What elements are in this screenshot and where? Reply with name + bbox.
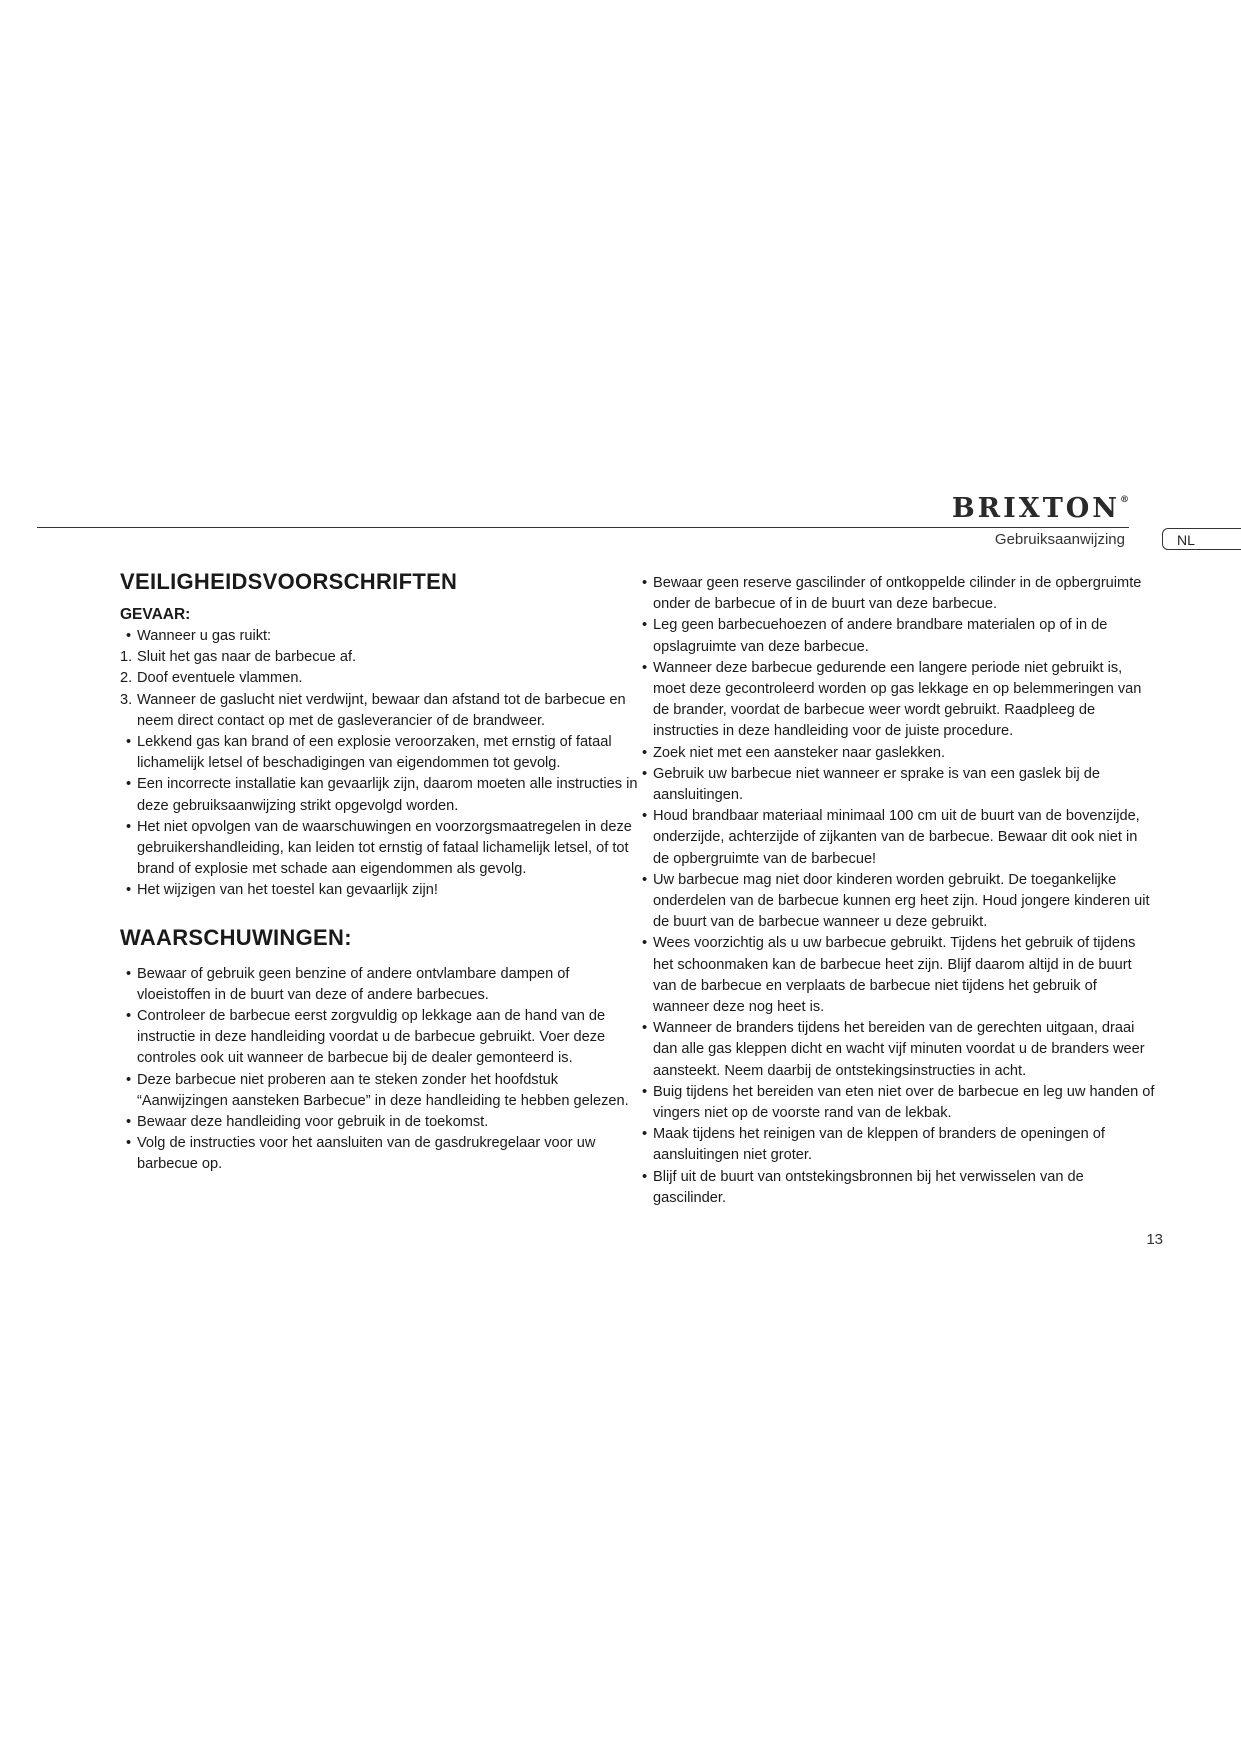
list-item: • Volg de instructies voor het aansluiten van de gasdrukregelaar voor uw barbecue op.	[120, 1133, 640, 1175]
list-item: • Het niet opvolgen van de waarschuwingen en voorzorgsmaatregelen in deze gebruikershandleiding, kan leiden tot ernstig of fataal lichamelijk letsel, of tot brand of explosie met schade aan eigendommen als gevolg.	[120, 817, 640, 881]
page-number: 13	[1146, 1231, 1163, 1248]
right-column	[636, 573, 1156, 1209]
list-item: • Maak tijdens het reinigen van de kleppen of branders de openingen of aansluitingen niet groter.	[636, 1124, 1156, 1166]
language-tab: NL	[1162, 528, 1241, 550]
left-column	[120, 568, 640, 1176]
list-item: • Wees voorzichtig als u uw barbecue gebruikt. Tijdens het gebruik of tijdens het schoonmaken kan de barbecue heet zijn. Blijf daarom altijd in de buurt van de barbecue en verplaats de barbecue niet tijdens het gebruik of wanneer deze nog heet is.	[636, 933, 1156, 1018]
step-item: 2. Doof eventuele vlammen.	[120, 670, 303, 687]
list-item: • Gebruik uw barbecue niet wanneer er sprake is van een gaslek bij de aansluitingen.	[636, 764, 1156, 806]
list-item: • Wanneer u gas ruikt:	[120, 626, 640, 647]
gas-smell-list	[120, 626, 640, 647]
list-item: • Zoek niet met een aansteker naar gaslekken.	[636, 743, 1156, 764]
list-item: • Buig tijdens het bereiden van eten niet over de barbecue en leg uw handen of vingers niet op de voorste rand van de lekbak.	[636, 1082, 1156, 1124]
gas-steps	[120, 647, 640, 732]
warnings-list-right	[636, 573, 1156, 1209]
manual-title: Gebruiksaanwijzing	[994, 531, 1125, 548]
brand-logo: BRIXTON®	[951, 493, 1129, 524]
step-item: 1. Sluit het gas naar de barbecue af.	[120, 649, 357, 666]
warnings-list-left	[120, 964, 640, 1176]
list-item: • Houd brandbaar materiaal minimaal 100 cm uit de buurt van de bovenzijde, onderzijde, achterzijde of zijkanten van de barbecue. Bewaar dit ook niet in de opbergruimte van de barbecue!	[636, 806, 1156, 870]
list-item: • Deze barbecue niet proberen aan te steken zonder het hoofdstuk “Aanwijzingen aansteken Barbecue” in deze handleiding te hebben gelezen.	[120, 1070, 640, 1112]
list-item: • Lekkend gas kan brand of een explosie veroorzaken, met ernstig of fataal lichamelijk letsel of beschadigingen van eigendommen tot gevolg.	[120, 732, 640, 774]
list-item: • Bewaar geen reserve gascilinder of ontkoppelde cilinder in de opbergruimte onder de barbecue of in de buurt van deze barbecue.	[636, 573, 1156, 615]
list-item: • Wanneer de branders tijdens het bereiden van de gerechten uitgaan, draai dan alle gas kleppen dicht en wacht vijf minuten voordat u de branders weer aansteekt. Neem daarbij de ontstekingsinstructies in acht.	[636, 1018, 1156, 1082]
list-item: • Controleer de barbecue eerst zorgvuldig op lekkage aan de hand van de instructie in deze handleiding voordat u de barbecue gebruikt. Voer deze controles ook uit wanneer de barbecue bij de dealer gemonteerd is.	[120, 1006, 640, 1070]
list-item: • Leg geen barbecuehoezen of andere brandbare materialen op of in de opslagruimte van deze barbecue.	[636, 615, 1156, 657]
list-item: • Bewaar of gebruik geen benzine of andere ontvlambare dampen of vloeistoffen in de buurt van deze of andere barbecues.	[120, 964, 640, 1006]
step-item: 3. Wanneer de gaslucht niet verdwijnt, bewaar dan afstand tot de barbecue en neem direct contact op met de gasleverancier of de brandweer.	[120, 691, 626, 729]
list-item: • Uw barbecue mag niet door kinderen worden gebruikt. De toegankelijke onderdelen van de barbecue kunnen erg heet zijn. Houd jongere kinderen uit de buurt van de barbecue wanneer u deze gebruikt.	[636, 870, 1156, 934]
list-item: • Het wijzigen van het toestel kan gevaarlijk zijn!	[120, 880, 640, 901]
header-rule	[37, 527, 1129, 528]
warnings-title: WAARSCHUWINGEN:	[120, 924, 352, 950]
list-item: • Blijf uit de buurt van ontstekingsbronnen bij het verwisselen van de gascilinder.	[636, 1167, 1156, 1209]
list-item: • Bewaar deze handleiding voor gebruik in de toekomst.	[120, 1112, 640, 1133]
safety-title: VEILIGHEIDSVOORSCHRIFTEN	[120, 569, 458, 594]
danger-heading: GEVAAR:	[120, 606, 191, 623]
danger-bullets	[120, 732, 640, 902]
list-item: • Wanneer deze barbecue gedurende een langere periode niet gebruikt is, moet deze gecontroleerd worden op gas lekkage en op belemmeringen van de brander, voordat de barbecue weer wordt gebruikt. Raadpleeg de instructies in deze handleiding voor de juiste procedure.	[636, 658, 1156, 743]
list-item: • Een incorrecte installatie kan gevaarlijk zijn, daarom moeten alle instructies in deze gebruiksaanwijzing strikt opgevolgd worden.	[120, 774, 640, 816]
